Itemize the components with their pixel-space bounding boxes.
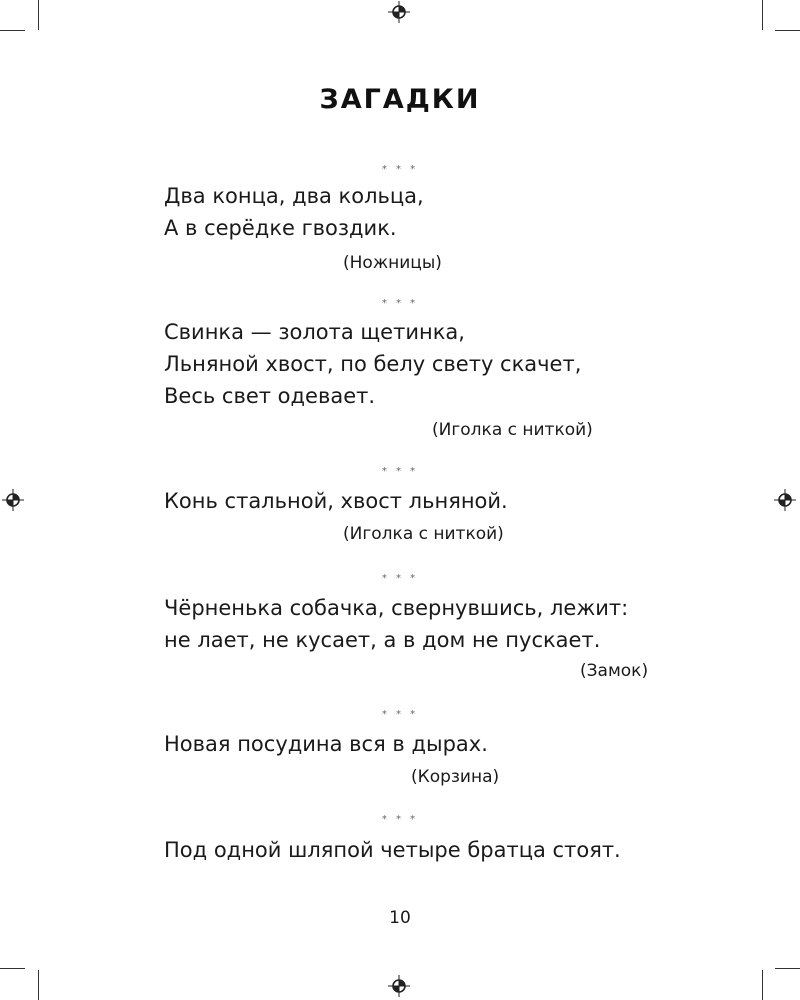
riddle-line: Льняной хвост, по белу свету скачет, — [164, 352, 582, 376]
registration-mark-icon — [774, 489, 796, 511]
riddle-separator: * * * — [381, 573, 419, 584]
crop-mark-icon — [0, 968, 25, 969]
crop-mark-icon — [38, 0, 39, 30]
riddle-line: А в серёдке гвоздик. — [164, 216, 397, 240]
crop-mark-icon — [762, 0, 763, 30]
crop-mark-icon — [38, 970, 39, 1000]
riddle-answer: (Корзина) — [411, 767, 500, 787]
riddle-answer: (Иголка с ниткой) — [343, 524, 504, 544]
riddle-line: Конь стальной, хвост льняной. — [164, 489, 508, 513]
crop-mark-icon — [775, 968, 800, 969]
crop-mark-icon — [762, 970, 763, 1000]
crop-mark-icon — [0, 30, 25, 31]
registration-mark-icon — [388, 975, 410, 997]
riddle-answer: (Иголка с ниткой) — [432, 420, 593, 440]
page-number: 10 — [389, 908, 411, 928]
riddle-line: не лает, не кусает, а в дом не пускает. — [164, 628, 601, 652]
riddle-separator: * * * — [381, 814, 419, 825]
registration-mark-icon — [2, 489, 24, 511]
riddle-line: Свинка — золота щетинка, — [164, 320, 465, 344]
registration-mark-icon — [388, 1, 410, 23]
riddle-line: Чёрненька собачка, свернувшись, лежит: — [164, 596, 629, 620]
riddle-separator: * * * — [381, 709, 419, 720]
riddle-separator: * * * — [381, 164, 419, 175]
crop-mark-icon — [775, 30, 800, 31]
riddle-answer: (Замок) — [580, 661, 649, 681]
riddle-separator: * * * — [381, 298, 419, 309]
riddle-answer: (Ножницы) — [343, 253, 442, 273]
riddle-line: Весь свет одевает. — [164, 384, 376, 408]
page-title: ЗАГАДКИ — [319, 84, 481, 115]
riddle-line: Два конца, два кольца, — [164, 184, 424, 208]
riddle-line: Новая посудина вся в дырах. — [164, 732, 488, 756]
riddle-line: Под одной шляпой четыре братца стоят. — [164, 838, 621, 862]
riddle-separator: * * * — [381, 466, 419, 477]
